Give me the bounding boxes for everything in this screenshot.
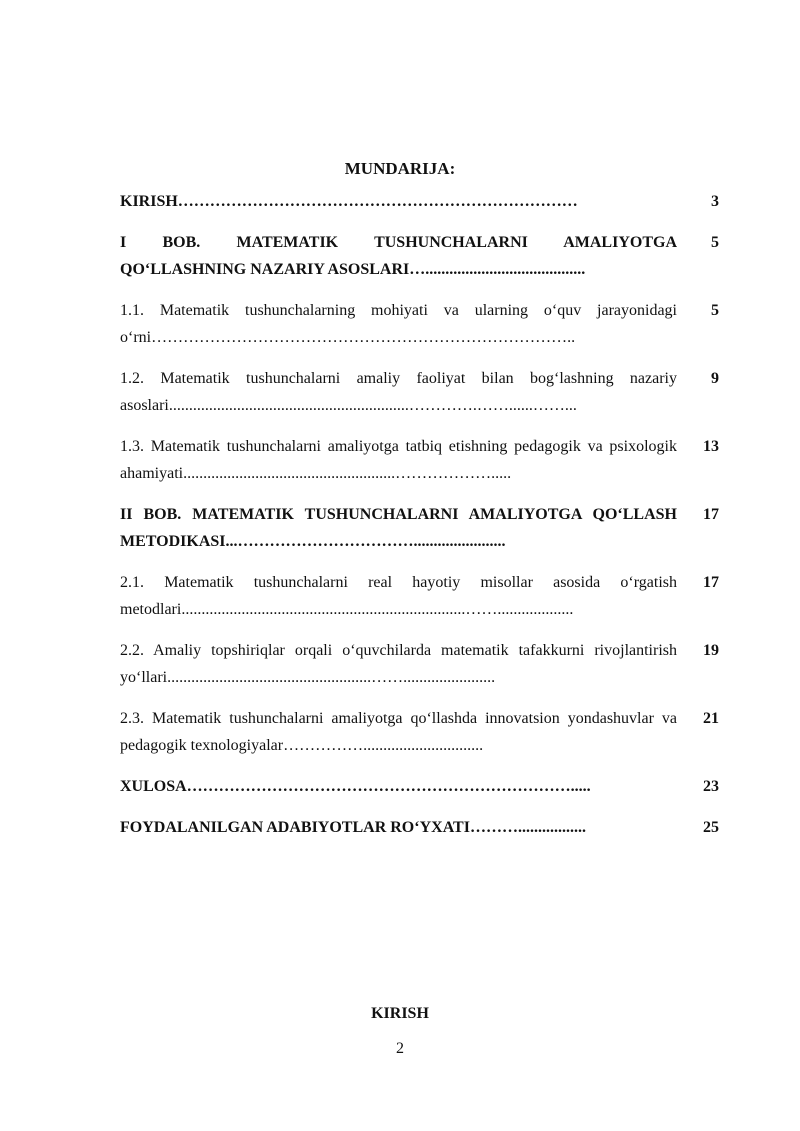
toc-page-number: 3 — [711, 193, 719, 210]
toc-page-number: 9 — [711, 370, 719, 387]
toc-entry-kirish[interactable] — [120, 188, 720, 229]
toc-page-number: 19 — [703, 642, 719, 659]
toc-entry-references[interactable] — [120, 814, 720, 855]
toc-page-number: 17 — [703, 506, 719, 523]
toc-entry-text: 2.3. Matematik tushunchalarni amaliyotga qo‘llashda innovatsion yondashuvlar va pedagogik texnologiyalar…………….............................. — [120, 710, 677, 754]
section-heading-kirish: KIRISH — [371, 1005, 429, 1022]
toc-entry-text: KIRISH………………………………………………………………… — [120, 193, 578, 210]
toc-page-number: 5 — [711, 234, 719, 251]
toc-page-number: 23 — [703, 778, 719, 795]
toc-entry-text: I BOB. MATEMATIK TUSHUNCHALARNI AMALIYOTGA QO‘LLASHNING NAZARIY ASOSLARI…........................................ — [120, 234, 677, 278]
toc-page-number: 17 — [703, 574, 719, 591]
toc-entry-text: 1.3. Matematik tushunchalarni amaliyotga tatbiq etishning pedagogik va psixologik ahamiyati.....................................................………………..... — [120, 438, 677, 482]
toc-entry-chapter-2[interactable] — [120, 501, 720, 569]
toc-page-number: 5 — [711, 302, 719, 319]
toc-entry-section-1-1[interactable] — [120, 297, 720, 365]
toc-page-number: 25 — [703, 819, 719, 836]
toc-entry-section-2-2[interactable] — [120, 637, 720, 705]
toc-page-number: 21 — [703, 710, 719, 727]
toc-entry-text: 2.1. Matematik tushunchalarni real hayotiy misollar asosida o‘rgatish metodlari.......................................................................……................... — [120, 574, 677, 618]
toc-entry-section-2-3[interactable] — [120, 705, 720, 773]
table-of-contents — [120, 188, 720, 855]
toc-entry-section-1-3[interactable] — [120, 433, 720, 501]
toc-entry-text: 2.2. Amaliy topshiriqlar orqali o‘quvchilarda matematik tafakkurni rivojlantirish yo‘llari...................................................……....................... — [120, 642, 677, 686]
toc-entry-text: 1.2. Matematik tushunchalarni amaliy faoliyat bilan bog‘lashning nazariy asoslari............................................................………….……......……... — [120, 370, 677, 414]
toc-entry-text: FOYDALANILGAN ADABIYOTLAR RO‘YXATI………................. — [120, 819, 586, 836]
toc-page-number: 13 — [703, 438, 719, 455]
toc-entry-section-2-1[interactable] — [120, 569, 720, 637]
toc-title: MUNDARIJA: — [344, 159, 456, 178]
toc-entry-xulosa[interactable] — [120, 773, 720, 814]
page-number: 2 — [396, 1040, 404, 1057]
toc-entry-text: 1.1. Matematik tushunchalarning mohiyati va ularning o‘quv jarayonidagi o‘rni…………………………………………………………………….. — [120, 302, 677, 346]
toc-entry-chapter-1[interactable] — [120, 229, 720, 297]
toc-entry-text: XULOSA………………………………………………………………..... — [120, 778, 591, 795]
toc-entry-text: II BOB. MATEMATIK TUSHUNCHALARNI AMALIYOTGA QO‘LLASH METODIKASI...……………………………....................... — [120, 506, 677, 550]
toc-entry-section-1-2[interactable] — [120, 365, 720, 433]
